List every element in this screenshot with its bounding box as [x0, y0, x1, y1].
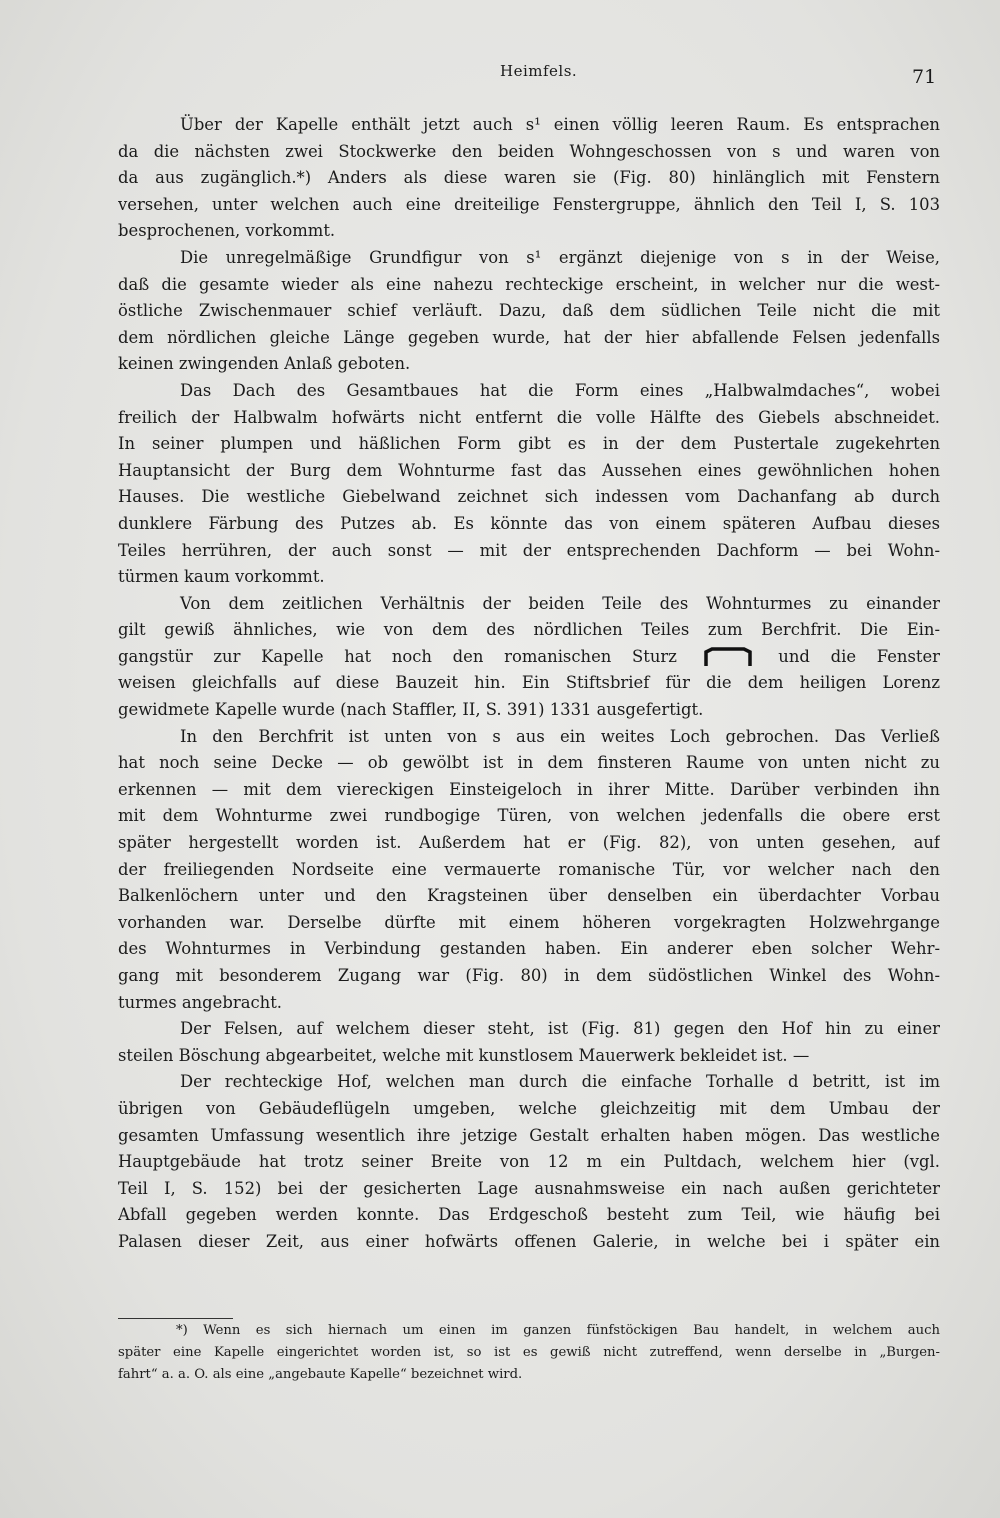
- text-line: [118, 803, 940, 830]
- text-line-text: Die unregelmäßige Grundfigur von s¹ ergänzt diejenige von s in der Weise,: [180, 247, 940, 267]
- text-line: [118, 431, 940, 458]
- text-line-text: daß die gesamte wieder als eine nahezu rechteckige erscheint, in welcher nur die west-: [118, 274, 940, 294]
- text-line-text: der freiliegenden Nordseite eine vermauerte romanische Tür, vor welcher nach den: [118, 859, 940, 879]
- text-line: [118, 910, 940, 937]
- text-line: [118, 990, 940, 1017]
- text-line-text: dem nördlichen gleiche Länge gegeben wurde, hat der hier abfallende Felsen jedenfalls: [118, 327, 940, 347]
- text-line: [118, 564, 940, 591]
- text-line-text: In seiner plumpen und häßlichen Form gibt es in der dem Pustertale zugekehrten: [118, 434, 940, 454]
- text-line-text: mit dem Wohnturme zwei rundbogige Türen, von welchen jedenfalls die obere erst: [118, 806, 940, 826]
- text-line-text: Palasen dieser Zeit, aus einer hofwärts offenen Galerie, in welche bei i später ein: [118, 1231, 940, 1251]
- text-line: [118, 936, 940, 963]
- text-line: [118, 644, 940, 671]
- text-line: [118, 484, 940, 511]
- text-line-text: hat noch seine Decke — ob gewölbt ist in dem finsteren Raume von unten nicht zu: [118, 753, 940, 773]
- text-line-text: besprochenen, vorkommt.: [118, 221, 336, 241]
- text-line-text: Über der Kapelle enthält jetzt auch s¹ einen völlig leeren Raum. Es entsprachen: [180, 115, 940, 134]
- footnote-line: [118, 1364, 940, 1386]
- text-line-text: Hauptansicht der Burg dem Wohnturme fast das Aussehen eines gewöhnlichen hohen: [118, 460, 940, 480]
- text-line-text: gewidmete Kapelle wurde (nach Staffler, II, S. 391) 1331 ausgefertigt.: [118, 700, 704, 720]
- text-line: [118, 1202, 940, 1229]
- text-line: [118, 724, 940, 751]
- text-line-text: Das Dach des Gesamtbaues hat die Form eines „Halbwalmdaches“, wobei: [180, 380, 940, 400]
- text-line: [118, 830, 940, 857]
- text-line-text: Der Felsen, auf welchem dieser steht, ist (Fig. 81) gegen den Hof hin zu einer: [180, 1019, 940, 1039]
- text-line-text: Teiles herrühren, der auch sonst — mit der entsprechenden Dachform — bei Wohn-: [118, 540, 940, 560]
- text-line-text: Hauses. Die westliche Giebelwand zeichnet sich indessen vom Dachanfang ab durch: [118, 487, 940, 507]
- text-line-text: Der rechteckige Hof, welchen man durch die einfache Torhalle d betritt, ist im: [180, 1072, 940, 1092]
- text-line-text: In den Berchfrit ist unten von s aus ein weites Loch gebrochen. Das Verließ: [180, 726, 940, 746]
- footnote-line-text: später eine Kapelle eingerichtet worden ist, so ist es gewiß nicht zutreffend, wenn derselbe in „Burgen-: [118, 1345, 940, 1360]
- text-line-text: dunklere Färbung des Putzes ab. Es könnte das von einem späteren Aufbau dieses: [118, 513, 940, 533]
- page-number: 71: [912, 66, 937, 88]
- text-line: [118, 1096, 940, 1123]
- text-line: [118, 378, 940, 405]
- text-line-text: Von dem zeitlichen Verhältnis der beiden Teile des Wohnturmes zu einander: [180, 593, 940, 613]
- text-line-text: Hauptgebäude hat trotz seiner Breite von 12 m ein Pultdach, welchem hier (vgl.: [118, 1152, 940, 1172]
- body-text: [118, 112, 940, 1256]
- text-line-text: Abfall gegeben werden konnte. Das Erdgeschoß besteht zum Teil, wie häufig bei: [118, 1205, 940, 1225]
- footnote-line: [118, 1342, 940, 1364]
- footnote-line-text: fahrt“ a. a. O. als eine „angebaute Kapelle“ bezeichnet wird.: [118, 1367, 523, 1382]
- text-line: [118, 325, 940, 352]
- text-line: [118, 1069, 940, 1096]
- text-line-text: gesamten Umfassung wesentlich ihre jetzige Gestalt erhalten haben mögen. Das westliche: [118, 1125, 940, 1145]
- text-line: [118, 192, 940, 219]
- text-line: [118, 1229, 940, 1256]
- footnote-line: [118, 1320, 940, 1342]
- text-line-text: Balkenlöchern unter und den Kragsteinen über denselben ein überdachter Vorbau: [118, 886, 940, 906]
- text-line: [118, 511, 940, 538]
- text-line: [118, 1149, 940, 1176]
- text-line: [118, 617, 940, 644]
- text-line: [118, 697, 940, 724]
- text-line: [118, 1123, 940, 1150]
- text-line-text: östliche Zwischenmauer schief verläuft. Dazu, daß dem südlichen Teile nicht die mit: [118, 301, 940, 321]
- text-line-text: Teil I, S. 152) bei der gesicherten Lage ausnahmsweise ein nach außen gerichteter: [118, 1178, 940, 1198]
- text-line: [118, 963, 940, 990]
- text-line: [118, 591, 940, 618]
- text-line-text: da aus zugänglich.*) Anders als diese waren sie (Fig. 80) hinlänglich mit Fenstern: [118, 168, 940, 188]
- text-line-text: vorhanden war. Derselbe dürfte mit einem höheren vorgekragten Holzwehrgange: [118, 912, 940, 932]
- text-line-text: gilt gewiß ähnliches, wie von dem des nördlichen Teiles zum Berchfrit. Die Ein-: [118, 620, 940, 640]
- text-line: [118, 857, 940, 884]
- text-line: [118, 298, 940, 325]
- text-line-text: türmen kaum vorkommt.: [118, 567, 325, 587]
- text-line-text: da die nächsten zwei Stockwerke den beiden Wohngeschossen von s und waren von: [118, 141, 940, 161]
- text-line: [118, 670, 940, 697]
- text-line: [118, 112, 940, 139]
- text-line: [118, 245, 940, 272]
- text-line: [118, 458, 940, 485]
- footnotes: [118, 1320, 940, 1386]
- footnote-line-text: *) Wenn es sich hiernach um einen im ganzen fünfstöckigen Bau handelt, in welchem auch: [176, 1323, 940, 1338]
- text-line-text: gangstür zur Kapelle hat noch den romanischen Sturz: [118, 646, 677, 666]
- text-line-text: turmes angebracht.: [118, 992, 282, 1012]
- text-line: [118, 1176, 940, 1203]
- text-line-text: später hergestellt worden ist. Außerdem hat er (Fig. 82), von unten gesehen, auf: [118, 833, 940, 853]
- text-line: [118, 351, 940, 378]
- text-line: [118, 777, 940, 804]
- text-line: [118, 750, 940, 777]
- text-line-text: weisen gleichfalls auf diese Bauzeit hin. Ein Stiftsbrief für die dem heiligen Lorenz: [118, 673, 940, 693]
- text-line: [118, 165, 940, 192]
- text-line-text: erkennen — mit dem viereckigen Einsteigeloch in ihrer Mitte. Darüber verbinden ihn: [118, 779, 940, 799]
- text-line-text: versehen, unter welchen auch eine dreiteilige Fenstergruppe, ähnlich den Teil I, S. 103: [118, 194, 940, 214]
- text-line: [118, 218, 940, 245]
- text-line-text: des Wohnturmes in Verbindung gestanden haben. Ein anderer eben solcher Wehr-: [118, 939, 940, 959]
- text-line: [118, 883, 940, 910]
- text-line-text: übrigen von Gebäudeflügeln umgeben, welche gleichzeitig mit dem Umbau der: [118, 1098, 940, 1118]
- text-line: [118, 538, 940, 565]
- text-line: [118, 139, 940, 166]
- romanesque-lintel-symbol: [698, 646, 758, 668]
- text-line: [118, 272, 940, 299]
- text-line-text: keinen zwingenden Anlaß geboten.: [118, 354, 411, 374]
- text-line: [118, 1043, 940, 1070]
- text-line: [118, 1016, 940, 1043]
- text-line-text: gang mit besonderem Zugang war (Fig. 80) in dem südöstlichen Winkel des Wohn-: [118, 966, 940, 985]
- text-line-text-continued: und die Fenster: [778, 646, 940, 666]
- running-title: Heimfels.: [500, 62, 578, 80]
- text-line-text: steilen Böschung abgearbeitet, welche mit kunstlosem Mauerwerk bekleidet ist. —: [118, 1045, 810, 1065]
- text-line-text: freilich der Halbwalm hofwärts nicht entfernt die volle Hälfte des Giebels abschneidet.: [118, 407, 940, 427]
- text-line: [118, 405, 940, 432]
- footnote-separator: [118, 1318, 233, 1319]
